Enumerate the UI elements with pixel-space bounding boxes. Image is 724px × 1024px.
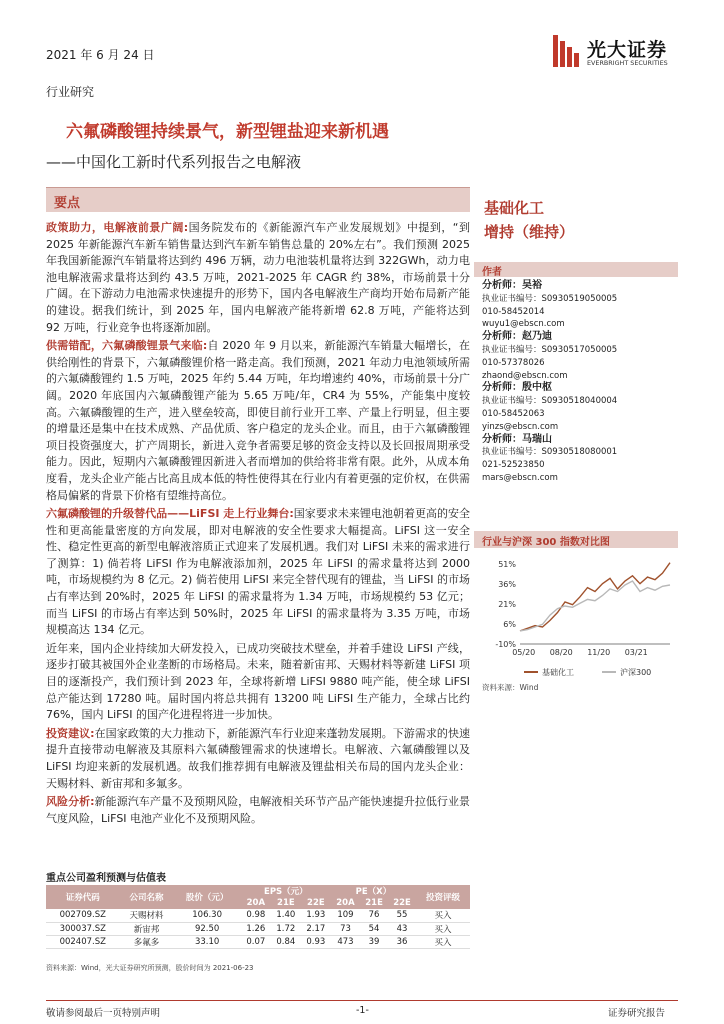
x-tick-label: 05/20 xyxy=(512,648,536,657)
table-cell: 55 xyxy=(388,909,416,922)
author-email: wuyu1@ebscn.com xyxy=(482,319,565,330)
table-cell: 33.10 xyxy=(173,935,240,948)
logo-text-en: EVERBRIGHT SECURITIES xyxy=(587,59,668,67)
header-group-eps: EPS（元） xyxy=(241,885,331,897)
header-cell: 22E xyxy=(301,897,331,909)
chart-source: 资料来源：Wind xyxy=(482,683,539,692)
table-cell: 43 xyxy=(388,922,416,935)
table-cell: 1.40 xyxy=(271,909,301,922)
table-cell: 0.84 xyxy=(271,935,301,948)
x-tick-label: 11/20 xyxy=(587,648,611,657)
summary-paragraph xyxy=(46,726,470,792)
author-name: 赵乃迪 xyxy=(522,331,552,343)
valuation-table xyxy=(46,885,470,949)
table-cell: 002709.SZ xyxy=(46,909,120,922)
x-tick-label: 03/21 xyxy=(624,648,648,657)
author-name: 殷中枢 xyxy=(522,382,552,394)
table-cell: 36 xyxy=(388,935,416,948)
paragraph-lead: 投资建议: xyxy=(46,726,95,740)
table-cell: 0.98 xyxy=(241,909,271,922)
table-cell: 39 xyxy=(360,935,388,948)
y-tick-label: 6% xyxy=(503,620,516,629)
summary-heading: 要点 xyxy=(54,196,81,211)
y-tick-label: -10% xyxy=(495,640,516,649)
paragraph-text: 自 2020 年 9 月以来，新能源汽车销量大幅增长，在供给刚性的背景下，六氟磷酸锂价格一路走高。我们预测，2021 年动力电池领域所需的六氟磷酸锂约 1.5 万吨，2025 年约 5.44 万吨，年均增速约 40%，市场前景十分广阔。2020 年底国内六氟磷酸锂产能为 5.65 万吨/年，CR4 为 55%，产能集中度较高。六氟磷酸锂的生产，进入壁垒较高，即使目前行业开工率、产量上行明显，但主要的增量还是集中在技术成熟、产品优质、客户稳定的龙头企业。而且，由于六氟磷酸锂项目投资强度大，扩产周期长，新进入竞争者需要足够的资金支持以及长回报周期承受能力。因此，短期内六氟磷酸锂因新进入者而增加的供给将非常有限。此外，从成本角度看，龙头企业产能占比高且成本低的特性使得其在行业内有着更强的定价权，在供需格局偏紧的背景下价格有望维持高位。 xyxy=(46,339,470,502)
industry-vs-index-chart xyxy=(474,552,678,680)
table-cell: 92.50 xyxy=(173,922,240,935)
author-email: yinzs@ebscn.com xyxy=(482,421,559,432)
series-line xyxy=(520,581,670,631)
table-cell: 109 xyxy=(331,909,360,922)
author-label: 分析师： xyxy=(482,433,522,445)
table-cell: 54 xyxy=(360,922,388,935)
paragraph-text: 在国家政策的大力推动下，新能源汽车行业迎来蓬勃发展期。下游需求的快速提升直接带动电解液及其原料六氟磷酸锂需求的快速增长。电解液、六氟磷酸锂以及 LiFSI 均迎来新的发展机遇。故我们推荐拥有电解液及锂盐相关布局的国内龙头企业：天赐材料、新宙邦和多氟多。 xyxy=(46,726,471,790)
header-cell: 21E xyxy=(360,897,388,909)
author-label: 分析师： xyxy=(482,382,522,394)
author-block xyxy=(482,434,678,485)
table-cell: 76 xyxy=(360,909,388,922)
paragraph-lead: 供需错配，六氟磷酸锂景气来临: xyxy=(46,339,208,353)
industry-label: 基础化工 xyxy=(484,199,545,217)
table-cell: 0.07 xyxy=(241,935,271,948)
table-row xyxy=(46,909,470,922)
table-cell: 新宙邦 xyxy=(120,922,174,935)
report-title: 六氟磷酸锂持续景气，新型锂盐迎来新机遇 xyxy=(66,122,389,142)
chart-heading: 行业与沪深 300 指数对比图 xyxy=(482,537,610,548)
header-cell: 证券代码 xyxy=(46,885,120,909)
header-cell: 22E xyxy=(388,897,416,909)
table-cell: 买入 xyxy=(416,935,470,948)
footer-report-type: 证券研究报告 xyxy=(608,1008,666,1019)
footer-page-number: -1- xyxy=(356,1005,369,1016)
table-cell: 1.72 xyxy=(271,922,301,935)
table-row xyxy=(46,935,470,948)
paragraph-text: 近年来，国内企业持续加大研发投入，已成功突破技术壁垒，并着手建设 LiFSI 产线，逐步打破其被国外企业垄断的市场格局。未来，随着新宙邦、天赐材料等新建 LiFSI 项目的逐渐投产，我们预计到 2023 年，全球将新增 LiFSI 9880 吨产能，使全球 LiFSI 总产能达到 17280 吨。届时国内将总共拥有 13200 吨 LiFSI 生产能力，全球占比约 76%，国内 LiFSI 的国产化进程将进一步加快。 xyxy=(46,641,470,722)
chart-heading-bar xyxy=(474,531,678,548)
summary-heading-bar xyxy=(46,187,470,212)
table-cell: 买入 xyxy=(416,909,470,922)
table-cell: 1.93 xyxy=(301,909,331,922)
footer-disclaimer: 敬请参阅最后一页特别声明 xyxy=(46,1008,161,1019)
header-cell: 20A xyxy=(331,897,360,909)
author-phone: 010-57378026 xyxy=(482,357,545,368)
table-cell: 1.26 xyxy=(241,922,271,935)
paragraph-lead: 政策助力，电解液前景广阔: xyxy=(46,221,189,234)
table-row xyxy=(46,922,470,935)
table-cell: 买入 xyxy=(416,922,470,935)
y-tick-label: 51% xyxy=(498,560,516,569)
footer-divider xyxy=(46,1000,678,1001)
header-cell: 21E xyxy=(271,897,301,909)
rating-label: 增持（维持） xyxy=(484,223,575,241)
y-tick-label: 21% xyxy=(498,600,516,609)
author-block xyxy=(482,382,678,433)
author-cert: 执业证书编号：S0930518080001 xyxy=(482,447,618,458)
authors-heading-bar xyxy=(474,262,678,277)
report-date: 2021 年 6 月 24 日 xyxy=(46,48,155,62)
logo-text-cn: 光大证券 xyxy=(587,39,668,61)
table-title: 重点公司盈利预测与估值表 xyxy=(46,873,166,884)
author-name: 马瑞山 xyxy=(522,433,552,445)
logo-mark-icon xyxy=(551,33,581,69)
company-logo xyxy=(551,33,681,69)
paragraph-text: 国家要求未来锂电池朝着更高的安全性和更高能量密度的方向发展，即对电解液的安全性要求大幅提高。LiFSI 这一安全性、稳定性更高的新型电解液溶质正式迎来了发展机遇。我们对 LiFSI 未来的需求进行了测算：1) 倘若将 LiFSI 作为电解液添加剂，2025 年 LiFSI 的需求量将达到 2000 吨，市场规模约为 8 亿元。2) 倘若使用 LiFSI 来完全替代现有的锂盐，当 LiFSI 的市场占有率达到 20%时，2025 年 LiFSI 的需求量将为 1.34 万吨，市场规模约 53 亿元；而当 LiFSI 的市场占有率达到 50%时，2025 年 LiFSI 的需求量将为 3.35 万吨，市场规模高达 134 亿元。 xyxy=(46,507,470,637)
report-category: 行业研究 xyxy=(46,85,95,99)
header-cell: 20A xyxy=(241,897,271,909)
author-email: mars@ebscn.com xyxy=(482,472,558,483)
table-source: 资料来源：Wind，光大证券研究所预测，股价时间为 2021-06-23 xyxy=(46,964,254,972)
x-tick-label: 08/20 xyxy=(549,648,573,657)
paragraph-text: 国务院发布的《新能源汽车产业发展规划》中提到，“到 2025 年新能源汽车新车销售量达到汽车新车销售总量的 20%左右”。我们预测 2025 年我国新能源汽车销量将达到约 496 万辆，动力电池装机量将达到 322GWh，动力电池电解液需求量将达到约 43.5 万吨，2021-2025 年 CAGR 约 38%，市场前景十分广阔。在下游动力电池需求快速提升的形势下，国内各电解液生产商均开始布局新产能的建设。据我们统计，到 2025 年，国内电解液产能将新增 62.8 万吨，产能将达到 92 万吨，行业竞争也将逐渐加剧。 xyxy=(46,221,470,334)
header-cell: 投资评级 xyxy=(416,885,470,909)
summary-paragraph xyxy=(46,220,470,336)
author-block xyxy=(482,280,678,331)
table-cell: 106.30 xyxy=(173,909,240,922)
summary-paragraph xyxy=(46,641,470,724)
author-block xyxy=(482,331,678,382)
header-cell: 公司名称 xyxy=(120,885,174,909)
table-cell: 0.93 xyxy=(301,935,331,948)
series-line xyxy=(520,563,670,631)
paragraph-lead: 六氟磷酸锂的升级替代品——LiFSI 走上行业舞台: xyxy=(46,507,294,521)
author-phone: 021-52523850 xyxy=(482,460,545,471)
author-phone: 010-58452063 xyxy=(482,408,545,419)
authors-heading: 作者 xyxy=(482,267,502,278)
table-cell: 73 xyxy=(331,922,360,935)
summary-paragraph xyxy=(46,338,470,504)
author-name: 吴裕 xyxy=(522,280,542,291)
author-cert: 执业证书编号：S0930519050005 xyxy=(482,293,618,304)
y-tick-label: 36% xyxy=(498,580,516,589)
author-label: 分析师： xyxy=(482,331,522,343)
author-phone: 010-58452014 xyxy=(482,306,545,317)
authors-list xyxy=(482,280,678,485)
legend-label: 基础化工 xyxy=(542,668,574,677)
summary-paragraph xyxy=(46,506,470,639)
table-cell: 473 xyxy=(331,935,360,948)
header-cell: 股价（元） xyxy=(173,885,240,909)
table-cell: 002407.SZ xyxy=(46,935,120,948)
table-cell: 天赐材料 xyxy=(120,909,174,922)
author-label: 分析师： xyxy=(482,280,522,291)
summary-paragraph xyxy=(46,794,470,827)
table-cell: 2.17 xyxy=(301,922,331,935)
author-email: zhaond@ebscn.com xyxy=(482,370,568,381)
table-cell: 多氟多 xyxy=(120,935,174,948)
header-group-pe: PE（X） xyxy=(331,885,416,897)
summary-body xyxy=(46,220,470,829)
paragraph-lead: 风险分析: xyxy=(46,795,95,809)
author-cert: 执业证书编号：S0930517050005 xyxy=(482,344,618,355)
author-cert: 执业证书编号：S0930518040004 xyxy=(482,396,618,407)
table-cell: 300037.SZ xyxy=(46,922,120,935)
legend-label: 沪深300 xyxy=(620,668,652,677)
report-subtitle: ——中国化工新时代系列报告之电解液 xyxy=(46,153,302,171)
paragraph-text: 新能源汽车产量不及预期风险，电解液相关环节产品产能快速提升拉低行业景气度风险，LiFSI 电池产业化不及预期风险。 xyxy=(46,795,471,825)
